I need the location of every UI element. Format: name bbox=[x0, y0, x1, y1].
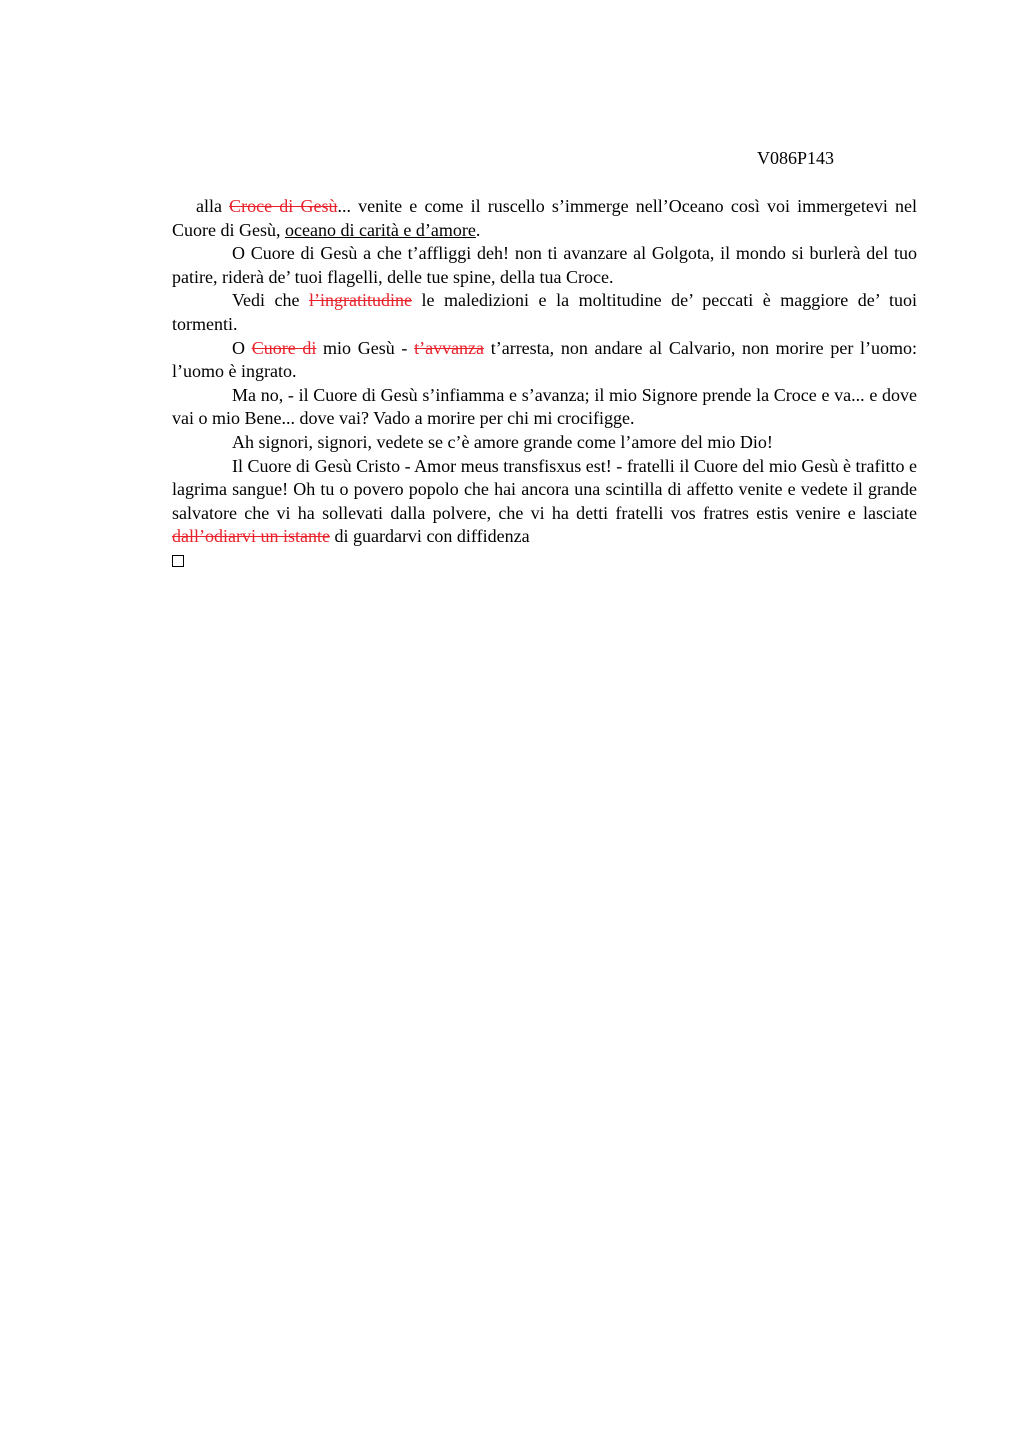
text-run: di guardarvi con diffidenza bbox=[329, 526, 530, 547]
paragraph-4 bbox=[172, 337, 917, 384]
text-run: O bbox=[232, 337, 252, 358]
text-run: alla bbox=[196, 196, 230, 216]
deleted-text: l’ingratitudine bbox=[309, 290, 413, 311]
text-run: O Cuore di Gesù a che t’affliggi deh! non ti avanzare al Golgota, il mondo si burlerà del tuo patire, riderà de’ tuoi flagelli, delle tue spine, della tua Croce. bbox=[172, 243, 917, 287]
text-run: le maledizioni e la moltitudine de’ peccati è maggiore de’ tuoi tormenti. bbox=[172, 290, 917, 334]
text-run: mio Gesù - bbox=[316, 337, 415, 358]
deleted-text: t’avvanza bbox=[414, 337, 485, 358]
text-run: t’arresta, non andare al Calvario, non morire per l’uomo: l’uomo è ingrato. bbox=[172, 337, 917, 382]
text-run: Ma no, - il Cuore di Gesù s’infiamma e s’avanza; il mio Signore prende la Croce e va... e dove vai o mio Bene... dove vai? Vado a morire per chi mi crocifigge. bbox=[172, 384, 917, 429]
underlined-text: oceano di carità e d’amore bbox=[284, 219, 476, 240]
deleted-text: Cuore di bbox=[251, 337, 317, 358]
empty-square-icon bbox=[172, 555, 184, 567]
end-marker bbox=[172, 549, 917, 573]
paragraph-6 bbox=[172, 431, 917, 455]
deleted-text: Croce di Gesù bbox=[229, 196, 338, 216]
paragraph-2 bbox=[172, 242, 917, 289]
paragraph-7 bbox=[172, 455, 917, 549]
text-run: . bbox=[475, 219, 481, 240]
text-run: ... venite e come il ruscello s’immerge nell’Oceano così voi immergetevi nel Cuore di Gesù, bbox=[172, 196, 917, 240]
document-body bbox=[172, 195, 917, 573]
paragraph-3 bbox=[172, 289, 917, 336]
deleted-text: dall’odiarvi un istante bbox=[172, 526, 330, 547]
text-run: Il Cuore di Gesù Cristo - Amor meus transfisxus est! - fratelli il Cuore del mio Gesù è trafitto e lagrima sangue! Oh tu o povero popolo che hai ancora una scintilla di affetto venite e vedete il grande salvatore che vi ha sollevati dalla polvere, che vi ha detti fratelli vos fratres estis venire e lasciate bbox=[172, 455, 917, 523]
paragraph-5 bbox=[172, 384, 917, 431]
text-run: Ah signori, signori, vedete se c’è amore grande come l’amore del mio Dio! bbox=[232, 431, 773, 452]
paragraph-1 bbox=[172, 195, 917, 242]
text-run: Vedi che bbox=[232, 290, 310, 311]
page-identifier: V086P143 bbox=[757, 148, 835, 168]
